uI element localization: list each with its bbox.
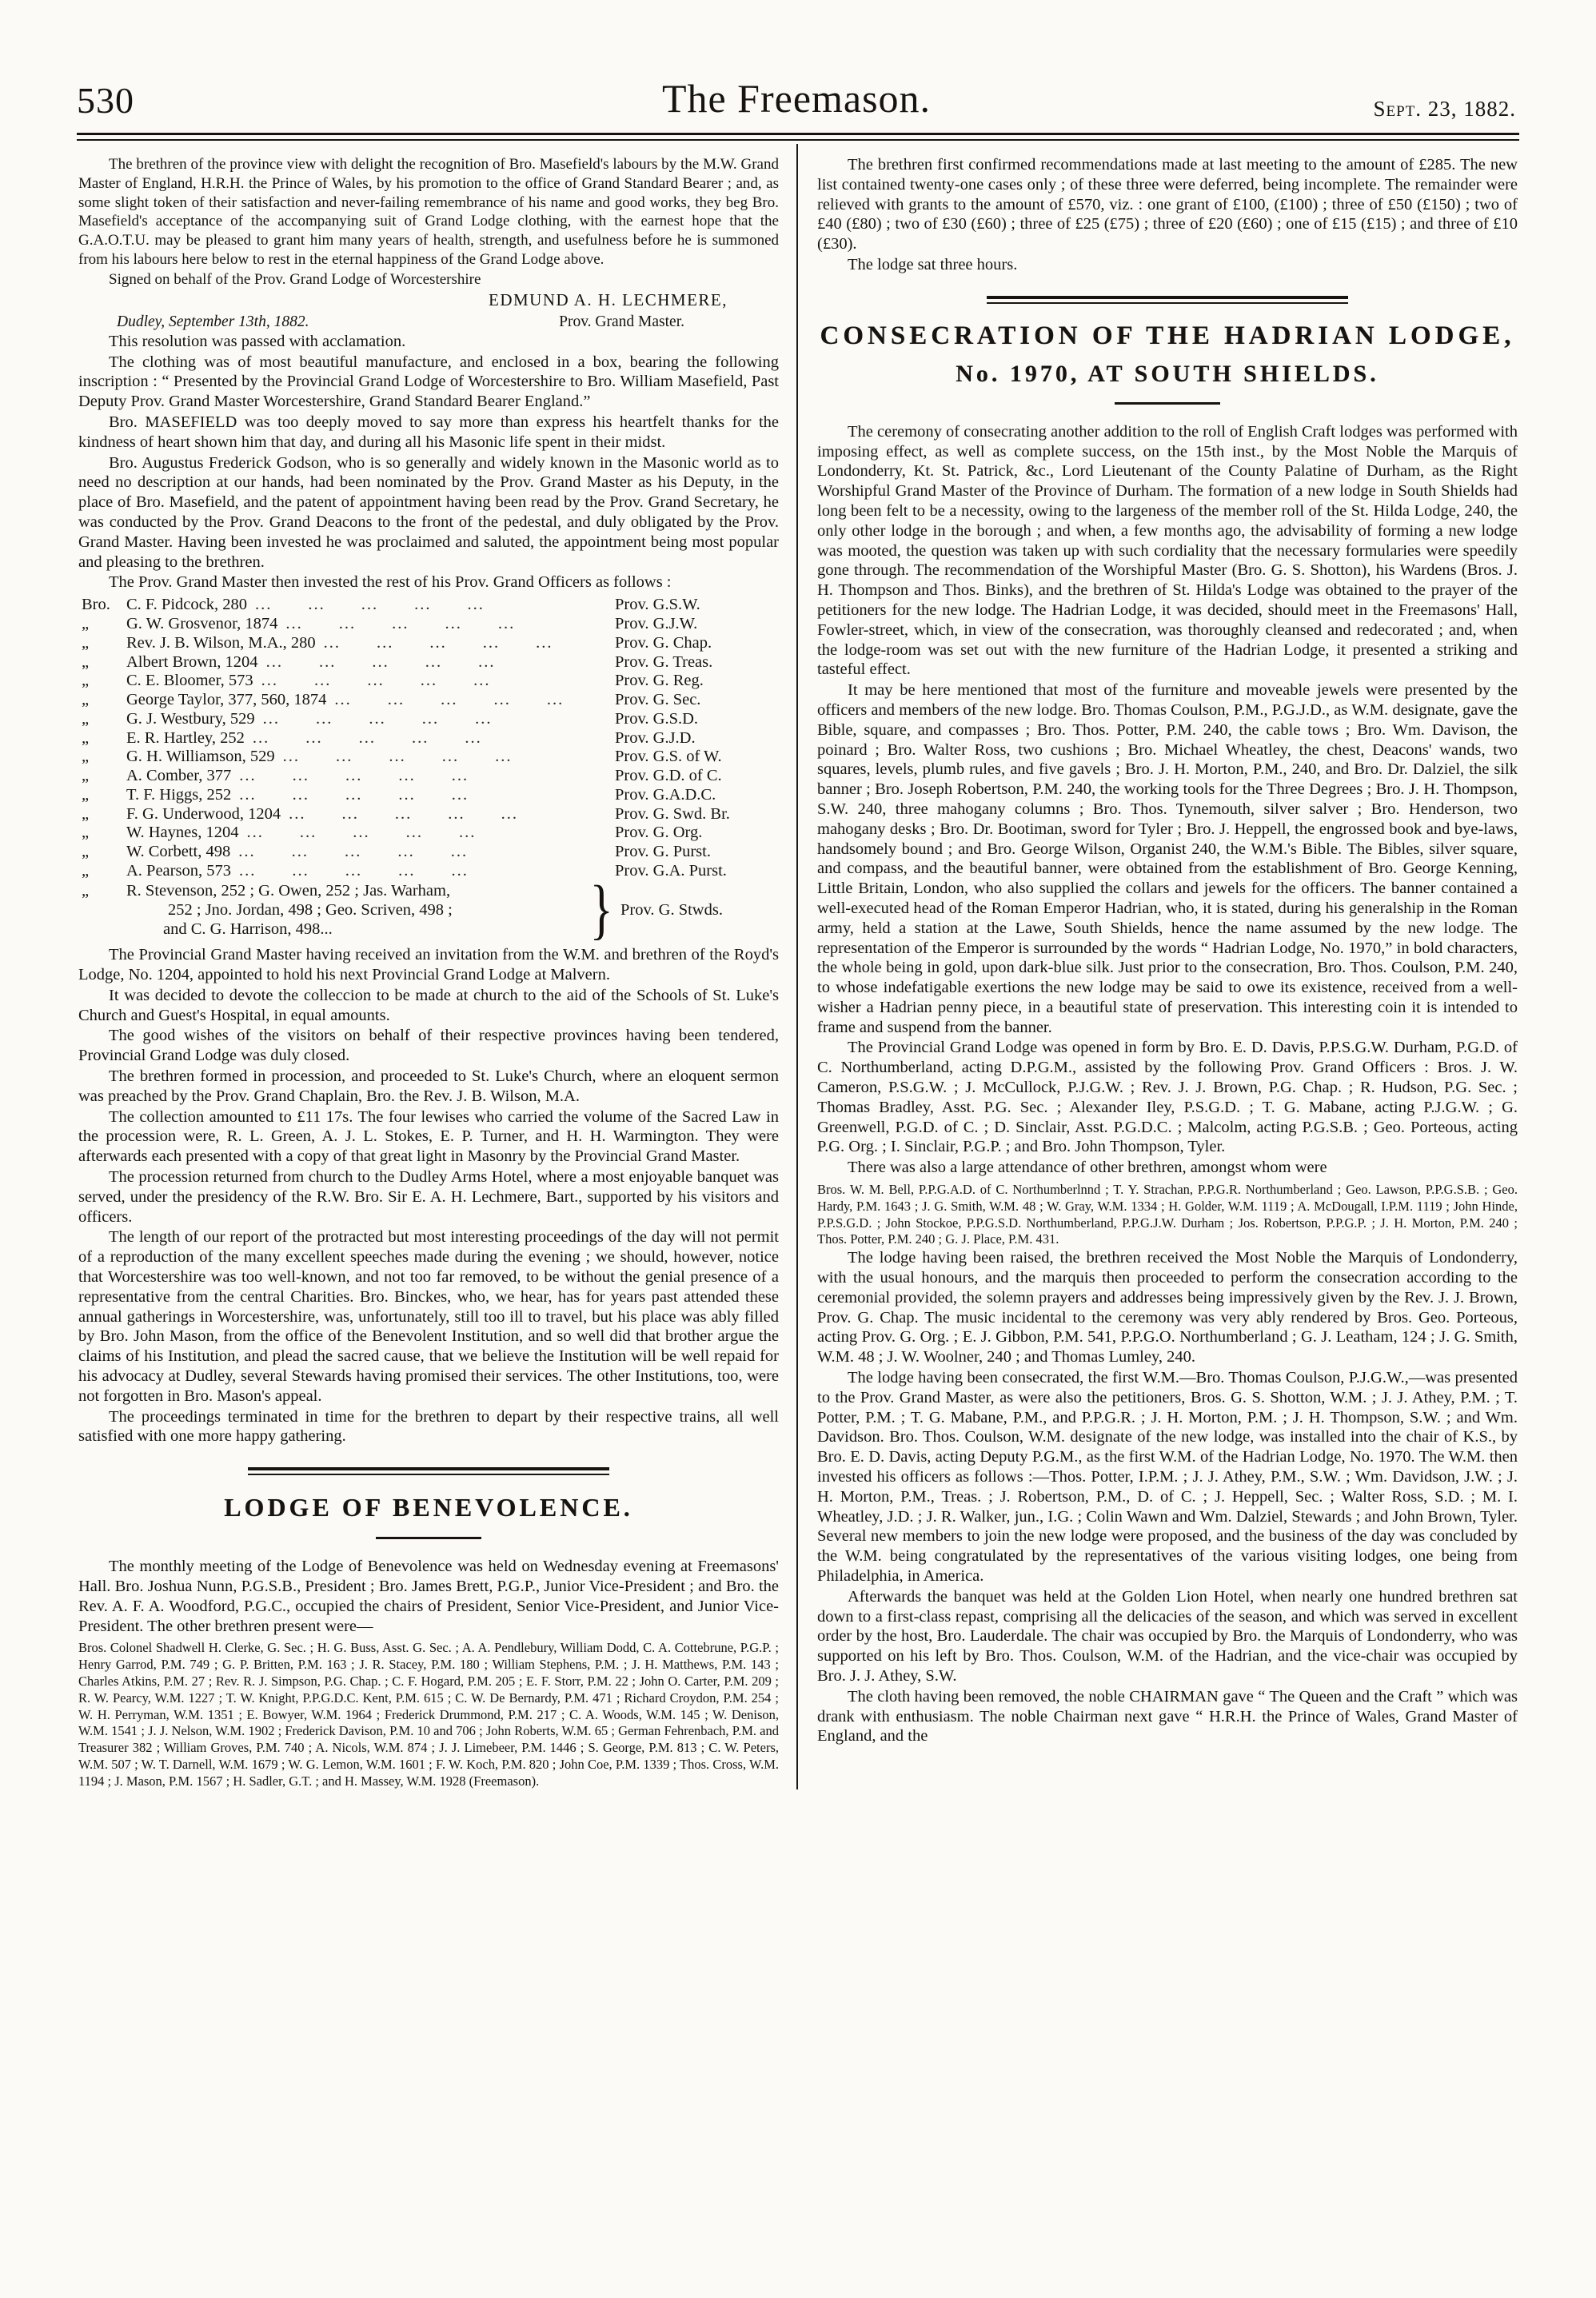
officer-name: T. F. Higgs, 252	[126, 785, 232, 804]
officer-name: E. R. Hartley, 252	[126, 728, 245, 747]
officer-row	[78, 748, 779, 767]
masthead-title: The Freemason.	[661, 76, 932, 121]
officer-name: Rev. J. B. Wilson, M.A., 280	[126, 633, 316, 652]
dot-leaders: ... ... ... ... ...	[252, 728, 482, 747]
paragraph-collection-aid: It was decided to devote the colleccion to be made at church to the aid of the Schools of St. Luke's Church and Guest's Hospital, in equal amounts.	[78, 986, 779, 1024]
officer-row	[78, 805, 779, 824]
dot-leaders: ... ... ... ... ...	[285, 615, 516, 633]
dot-leaders: ... ... ... ... ...	[239, 785, 469, 804]
header-double-rule	[77, 133, 1519, 141]
paragraph-masefield: Bro. MASEFIELD was too deeply moved to say more than express his heartfelt thanks for the kindness of heart shown him that day, and during all his Masonic life spent in their midst.	[78, 413, 779, 451]
officer-row	[78, 710, 779, 729]
right-column	[798, 144, 1519, 1789]
dateline: Dudley, September 13th, 1882.	[117, 313, 309, 330]
paragraph-cloth-removed: The cloth having been removed, the noble CHAIRMAN gave “ The Queen and the Craft ” which was drank with enthusiasm. The noble Chairman next gave “ H.R.H. the Prince of Wales, Grand Master of England, and the	[817, 1687, 1518, 1745]
paragraph-benevolence-intro: The monthly meeting of the Lodge of Benevolence was held on Wednesday evening at Freemasons' Hall. Bro. Joshua Nunn, P.G.S.B., President ; Bro. James Brett, P.G.P., Junior Vice-President ; and Bro. the Rev. A. F. A. Woodford, P.G.C., occupied the chairs of President, Senior Vice-President, and Junior Vice-President. The other brethren present were—	[78, 1558, 779, 1635]
left-column	[77, 144, 796, 1789]
dot-leaders: ... ... ... ... ...	[282, 748, 513, 766]
stewards-names	[126, 881, 585, 940]
signature-title: Prov. Grand Master.	[559, 313, 684, 330]
paragraph-invested: The Prov. Grand Master then invested the rest of his Prov. Grand Officers as follows :	[109, 573, 672, 592]
officer-name: Albert Brown, 1204	[126, 652, 258, 671]
officer-title: Prov. G.J.D.	[615, 728, 696, 747]
officer-title: Prov. G. Treas.	[615, 652, 713, 671]
benevolence-heading: LODGE OF BENEVOLENCE.	[224, 1493, 633, 1522]
paragraph-returned: The procession returned from church to the Dudley Arms Hotel, where a most enjoyable banquet was served, under the presidency of the R.W. Bro. Sir E. A. H. Lechmere, Bart., supported by his visitors and officers.	[78, 1168, 779, 1226]
officer-row	[78, 729, 779, 748]
paragraph-lodge-sat: The lodge sat three hours.	[848, 255, 1018, 273]
officer-row	[78, 767, 779, 786]
paragraph-clothing: The clothing was of most beautiful manufacture, and enclosed in a box, bearing the following inscription : “ Presented by the Provincial Grand Lodge of Worcestershire to Bro. William Masefield, Past Deputy Prov. Grand Master Worcestershire, Grand Standard Bearer England.”	[78, 353, 779, 411]
paragraph-acclamation: This resolution was passed with acclamation.	[109, 332, 406, 350]
issue-date: Sept. 23, 1882.	[1373, 97, 1516, 121]
officer-title: Prov. G. Reg.	[615, 672, 704, 690]
paragraph-invitation: The Provincial Grand Master having received an invitation from the W.M. and brethren of the Royd's Lodge, No. 1204, appointed to hold his next Provincial Grand Lodge at Malvern.	[78, 946, 779, 984]
stewards-line: and C. G. Harrison, 498...	[163, 920, 333, 939]
officer-name: A. Comber, 377	[126, 767, 232, 785]
officer-title: Prov. G. Org.	[615, 824, 703, 842]
officer-prefix: „	[82, 785, 90, 804]
stewards-line: R. Stevenson, 252 ; G. Owen, 252 ; Jas. Warham,	[126, 881, 451, 900]
paragraph-attendance-intro: There was also a large attendance of other brethren, amongst whom were	[848, 1159, 1327, 1177]
officer-prefix: „	[82, 691, 90, 709]
paragraph-report: The length of our report of the protracted but most interesting proceedings of the day will not permit of a reproduction of the many excellent speeches made during the evening ; we should, however, notice that Worcestershire was too well-known, and not too far removed, to be without the genial presence of a representative from the central Charities. Bro. Binckes, who, we hear, has for years past attended these annual gatherings in Worcestershire, was, unfortunately, still too ill to travel, but his place was ably filled by Bro. John Mason, from the office of the Benevolent Institution, and so well did that brother argue the claims of his Institution, and plead the sacred cause, that we believe the Institution will be well repaid for his advocacy at Dudley, several Stewards having promised their services. The other Institutions, too, were not forgotten in Bro. Mason's appeal.	[78, 1228, 779, 1405]
officer-title: Prov. G.A.D.C.	[615, 785, 716, 804]
page-number: 530	[77, 80, 134, 121]
paragraph-furniture: It may be here mentioned that most of the furniture and moveable jewels were presented by the officers and members of the new lodge. Bro. Thomas Coulson, P.M., P.G.J.D., as W.M. designate, gave the Bible, square, and compasses ; Bro. Thos. Potter, P.M. 240, the cable tows ; Bro. Wm. Davison, the poinard ; Bro. Walter Ross, two cushions ; Bro. Michael Wheatley, the chest, Deacons' wands, two squares, levels, plumb rules, and five gavels ; Bro. J. H. Morton, P.M., 240, and Bro. Dr. Dalziel, the silk banner ; Bro. Joseph Robertson, P.M. 240, the working tools for the Three Degrees ; Bro. J. H. Thompson, S.W. 240, three mahogany columns ; Bro. Thos. Tynemouth, silver salver ; Bro. Henderson, two mahogany desks ; Bro. Dr. Bootiman, sword for Tyler ; Bro. J. Heppell, the engrossed book and bye-laws, handsomely bound ; and Bro. George Wilson, Organist 240, the W.M.'s Bible. The Bibles, silver square, and compass, and the beautiful banner, were obtained from the establishment of Bro. George Kenning, Little Britain, London, who also supplied the collars and jewels for the officers. The banner contained a well-executed head of the Roman Emperor Hadrian, who, it is stated, during his generalship in the Roman army, held a station at the Lawe, South Shields, hence the name assumed by the new lodge. The representation of the Emperor is surrounded by the words “ Hadrian Lodge, No. 1970,” in bold characters, the whole being in gold, upon dark-blue silk. Just prior to the consecration, Bro. Thos. Coulson, P.M. 240, to whose indefatigable exertions the new lodge may be said to owe its existence, received from a well-wisher a Hadrian penny piece, in a beautiful state of preservation. This interesting coin it is intended to frame and suspend from the banner.	[817, 681, 1518, 1036]
officer-prefix: „	[82, 843, 90, 861]
dot-leaders: ... ... ... ... ...	[262, 709, 493, 728]
officer-prefix: „	[82, 861, 90, 880]
resolution-block	[78, 155, 779, 332]
dot-leaders: ... ... ... ... ...	[289, 804, 518, 823]
officer-name: A. Pearson, 573	[126, 861, 231, 880]
dot-leaders: ... ... ... ... ...	[239, 767, 469, 785]
officer-title: Prov. G.S.D.	[615, 709, 699, 728]
officer-prefix: „	[82, 709, 90, 728]
officer-title: Prov. G. Stwds.	[620, 900, 723, 919]
officer-title: Prov. G.S.W.	[615, 596, 700, 614]
officer-row	[78, 653, 779, 672]
officer-name: C. E. Bloomer, 573	[126, 672, 253, 690]
dot-leaders: ... ... ... ... ...	[265, 652, 496, 671]
page-header	[77, 48, 1519, 122]
officer-prefix: „	[82, 615, 90, 633]
officer-title: Prov. G. Purst.	[615, 843, 711, 861]
paragraph-good-wishes: The good wishes of the visitors on behalf of their respective provinces having been tendered, Provincial Grand Lodge was duly closed.	[78, 1027, 779, 1065]
officer-row	[78, 786, 779, 805]
dot-leaders: ... ... ... ... ...	[246, 824, 477, 842]
officer-title: Prov. G. Swd. Br.	[615, 804, 730, 823]
paragraph-confirmed-grants: The brethren first confirmed recommendations made at last meeting to the amount of £285. The new list contained twenty-one cases only ; of these three were deferred, being incomplete. The remainder were relieved with grants to the amount of £570, viz. : one grant of £100, (£100) ; three of £50 (£150) ; two of £40 (£80) ; two of £30 (£60) ; three of £25 (£75) ; three of £20 (£60) ; one of £15 (£15) ; and three of £10 (£30).	[817, 156, 1518, 253]
article-divider	[987, 296, 1348, 304]
signed-line: Signed on behalf of the Prov. Grand Lodge of Worcestershire	[109, 270, 481, 288]
officer-row	[78, 615, 779, 634]
officer-prefix: „	[82, 652, 90, 671]
officer-prefix: „	[82, 728, 90, 747]
officer-name: W. Haynes, 1204	[126, 824, 239, 842]
dot-leaders: ... ... ... ... ...	[238, 861, 469, 880]
benevolence-attendee-list: Bros. Colonel Shadwell H. Clerke, G. Sec. ; H. G. Buss, Asst. G. Sec. ; A. A. Pendlebury, William Dodd, C. A. Cottebrune, P.G.P. ; Henry Garrod, P.M. 749 ; G. P. Britten, P.M. 163 ; J. R. Stacey, P.M. 180 ; William Stephens, P.M. ; J. H. Matthews, P.M. 143 ; Charles Atkins, P.M. 27 ; Rev. R. J. Simpson, P.G. Chap. ; C. F. Hogard, P.M. 205 ; E. F. Storr, P.M. 22 ; John O. Carter, P.M. 209 ; R. W. Pearcy, W.M. 1227 ; T. W. Knight, P.P.G.D.C. Kent, P.M. 615 ; C. W. De Bernardy, P.M. 471 ; Richard Croydon, P.M. 254 ; W. H. Perryman, W.M. 1351 ; E. Bowyer, W.M. 1964 ; Frederick Drummond, P.M. 217 ; C. A. Woods, W.M. 145 ; W. Denison, W.M. 1541 ; J. J. Nelson, W.M. 1902 ; Frederick Davison, P.M. 10 and 706 ; John Roberts, W.M. 65 ; German Fehrenbach, P.M. and Treasurer 382 ; William Groves, P.M. 740 ; A. Nicols, W.M. 874 ; J. J. Limebeer, P.M. 1446 ; S. George, P.M. 813 ; C. W. Peters, W.M. 507 ; W. T. Darnell, W.M. 1679 ; W. G. Lemon, W.M. 1601 ; F. W. Koch, P.M. 820 ; John Coe, P.M. 1339 ; Thos. Cross, W.M. 1194 ; J. Mason, P.M. 1567 ; H. Sadler, G.T. ; and H. Massey, W.M. 1928 (Freemason).	[78, 1640, 779, 1789]
officer-prefix: „	[82, 633, 90, 652]
paragraph-provincial-grand-lodge: The Provincial Grand Lodge was opened in form by Bro. E. D. Davis, P.P.S.G.W. Durham, P.G.D. of C. Northumberland, acting D.P.G.M., assisted by the following Prov. Grand Officers : Bros. J. W. Cameron, P.S.G.W. ; J. McCullock, P.J.G.W. ; Rev. J. J. Brown, P.G. Chap. ; R. Hudson, P.G. Sec. ; Thomas Bradley, Asst. P.G. Sec. ; Alexander Iley, P.S.G.D. ; T. G. Mabane, acting P.J.G.W. ; G. Greenwell, P.G.D. of C. ; D. Sinclair, Asst. P.G.D.C. ; Malcolm, acting P.G.S.B. ; Geo. Porteous, acting P.G. Org. ; I. Sinclair, P.G.P. ; and Bro. John Thompson, Tyler.	[817, 1039, 1518, 1156]
brace-glyph: }	[589, 872, 613, 948]
officer-name: G. J. Westbury, 529	[126, 709, 255, 728]
consecration-attendee-list: Bros. W. M. Bell, P.P.G.A.D. of C. Northumberlnnd ; T. Y. Strachan, P.P.G.R. Northumberland ; Geo. Lawson, P.P.G.S.B. ; Geo. Hardy, P.M. 1643 ; J. G. Smith, W.M. 48 ; W. Gray, W.M. 1334 ; H. Golder, W.M. 1119 ; A. McDougall, I.P.M. 1119 ; John Hinde, P.P.S.G.D. ; John Stockoe, P.P.G.S.D. Northumberland, P.P.G.J.W. Durham ; Jos. Robertson, P.P.G.P. ; J. H. Morton, P.M. 240 ; Thos. Potter, P.M. 240 ; G. J. Place, P.M. 431.	[817, 1182, 1518, 1247]
officer-prefix: „	[82, 804, 90, 823]
officer-row	[78, 634, 779, 653]
officer-row	[78, 691, 779, 710]
officer-title: Prov. G.S. of W.	[615, 748, 722, 766]
paragraph-banquet: Afterwards the banquet was held at the Golden Lion Hotel, when nearly one hundred brethren sat down to a first-class repast, comprising all the delicacies of the season, and which was served in excellent order by the host, Bro. Lauderdale. The chair was occupied by Bro. the Marquis of Londonderry, who was supported on his left by Bro. Thos. Coulson, W.M. of the Hadrian, and the vice-chair was occupied by Bro. J. J. Athey, S.W.	[817, 1587, 1518, 1685]
two-column-layout	[77, 144, 1519, 1789]
officer-prefix: „	[82, 672, 90, 690]
paragraph-collection-amount: The collection amounted to £11 17s. The four lewises who carried the volume of the Sacred Law in the procession were, R. L. Green, A. J. L. Stokes, E. P. Turner, and H. H. Warmington. They were afterwards each presented with a copy of that great light in Masonry by the Provincial Grand Master.	[78, 1107, 779, 1166]
officer-prefix: Bro.	[82, 596, 110, 614]
dot-leaders: ... ... ... ... ...	[323, 633, 553, 652]
officer-name: C. F. Pidcock, 280	[126, 596, 247, 614]
heading-rule	[1115, 402, 1220, 405]
officer-row	[78, 843, 779, 862]
officer-name: George Taylor, 377, 560, 1874	[126, 691, 327, 709]
heading-rule	[376, 1537, 481, 1539]
paragraph-lodge-raised: The lodge having been raised, the brethren received the Most Noble the Marquis of Londonderry, with the usual honours, and the marquis then proceeded to perform the consecration according to the ceremonial provided, the solemn prayers and addresses being impressively given by the Rev. J. J. Brown, Prov. G. Chap. The music incidental to the ceremony was very ably rendered by Bros. Geo. Porteous, acting Prov. G. Org. ; E. J. Gibbon, P.M. 541, P.P.G.O. Northumberland ; G. J. Leatham, 124 ; J. G. Smith, W.M. 48 ; J. W. Woolner, 240 ; and Thomas Lumley, 240.	[817, 1249, 1518, 1366]
officer-title: Prov. G.A. Purst.	[615, 861, 727, 880]
dot-leaders: ... ... ... ... ...	[254, 596, 485, 614]
officer-title: Prov. G.J.W.	[615, 615, 698, 633]
signature-name: EDMUND A. H. LECHMERE,	[489, 290, 728, 310]
officer-prefix: „	[82, 767, 90, 785]
provincial-officers-list	[78, 596, 779, 948]
officer-name: W. Corbett, 498	[126, 843, 231, 861]
dot-leaders: ... ... ... ... ...	[261, 672, 491, 690]
paragraph-terminated: The proceedings terminated in time for the brethren to depart by their respective trains, all well satisfied with one more happy gathering.	[78, 1407, 779, 1446]
officer-row	[78, 862, 779, 881]
paragraph-resolution: The brethren of the province view with delight the recognition of Bro. Masefield's labours by the M.W. Grand Master of England, H.R.H. the Prince of Wales, by his promotion to the office of Grand Standard Bearer ; and, as some slight token of their satisfaction and never-failing remembrance of his name and good works, they beg Bro. Masefield's acceptance of the accompanying suit of Grand Lodge clothing, with the earnest hope that the G.A.O.T.U. may be pleased to grant him many years of health, strength, and usefulness before he is summoned from his labours here below to rest in the eternal happiness of the Grand Lodge above.	[78, 156, 779, 268]
officer-prefix: „	[82, 881, 90, 900]
paragraph-ceremony: The ceremony of consecrating another addition to the roll of English Craft lodges was performed with imposing effect, as well as complete success, on the 15th inst., by the Most Noble the Marquis of Londonderry, Kt. St. Patrick, &c., Lord Lieutenant of the County Palatine of Durham, as the Right Worshipful Grand Master of the Province of Durham. The formation of a new lodge in South Shields had long been felt to be a necessity, owing to the largeness of the member roll of the St. Hilda Lodge, 240, the only other lodge in the borough ; and when, a few months ago, the advisability of forming a new lodge was mooted, the question was taken up with such cordiality that the necessary formularies were speedily gone through. The recommendation of the Worshipful Master (Bro. G. S. Shotton), his Wardens (Bros. J. H. Thompson and Thos. Binks), and the brethren of St. Hilda's Lodge was obtained to the prayer of the petitioners for the new lodge. The Hadrian Lodge, it was decided, should meet in the Freemasons' Hall, Fowler-street, which, in view of the consecration, was thoroughly cleansed and redecorated ; and, when the lodge-room was set out with the new furniture of the Hadrian Lodge, it presented a striking and tasteful effect.	[817, 422, 1518, 679]
officer-prefix: „	[82, 824, 90, 842]
officer-row	[78, 672, 779, 691]
article-divider	[248, 1467, 609, 1475]
signature-row	[78, 312, 779, 332]
officer-name: G. H. Williamson, 529	[126, 748, 275, 766]
officer-row	[78, 824, 779, 843]
officer-title: Prov. G.D. of C.	[615, 767, 722, 785]
officer-name: G. W. Grosvenor, 1874	[126, 615, 278, 633]
officer-title: Prov. G. Sec.	[615, 691, 701, 709]
paragraph-godson: Bro. Augustus Frederick Godson, who is so generally and widely known in the Masonic world as to need no description at our hands, had been nominated by the Prov. Grand Master as his Deputy, in the place of Bro. Masefield, and the patent of appointment having been read by the Prov. Grand Secretary, he was conducted by the Prov. Grand Deacons to the front of the pedestal, and duly obligated by the Prov. Grand Master. Having been invested he was proclaimed and saluted, the appointment being most popular and pleasing to the brethren.	[78, 453, 779, 571]
dot-leaders: ... ... ... ... ...	[334, 691, 565, 709]
consecration-heading-line2: No. 1970, AT SOUTH SHIELDS.	[956, 360, 1379, 387]
officer-row	[78, 596, 779, 615]
paragraph-lodge-consecrated: The lodge having been consecrated, the first W.M.—Bro. Thomas Coulson, P.J.G.W.,—was presented to the Prov. Grand Master, as were also the petitioners, Bros. G. S. Shotton, W.M. ; J. J. Athey, P.M. ; T. Potter, P.M. ; T. G. Mabane, P.M., and P.P.G.R. ; J. H. Morton, P.M. ; J. H. Thompson, S.W. ; and Wm. Davidson. Bro. Thos. Coulson, W.M. designate of the new lodge, was installed into the chair of K.S., by Bro. E. D. Davis, acting Deputy P.G.M., as the first W.M. of the Hadrian Lodge, No. 1970. The W.M. then invested his officers as follows :—Thos. Potter, I.P.M. ; J. J. Athey, P.M., S.W. ; Wm. Davidson, J.W. ; J. H. Morton, P.M., Treas. ; J. Robertson, P.M., D. of C. ; J. Heppell, Sec. ; Walter Ross, S.D. ; M. I. Wheatley, J.D. ; J. R. Walker, jun., I.G. ; Colin Wawn and Wm. Dalziel, Stewards ; and John Brown, Tyler. Several new members to join the new lodge were proposed, and the business of the day was concluded by the W.M. being congratulated by the representatives of the various visiting lodges, one being from Philadelphia, in America.	[817, 1368, 1518, 1585]
officer-title: Prov. G. Chap.	[615, 633, 712, 652]
consecration-heading-line1: CONSECRATION OF THE HADRIAN LODGE,	[820, 321, 1515, 350]
stewards-row	[78, 872, 779, 948]
paragraph-procession: The brethren formed in procession, and proceeded to St. Luke's Church, where an eloquent sermon was preached by the Prov. Grand Chaplain, Bro. the Rev. J. B. Wilson, M.A.	[78, 1067, 779, 1105]
officer-prefix: „	[82, 748, 90, 766]
stewards-line: 252 ; Jno. Jordan, 498 ; Geo. Scriven, 498 ;	[168, 900, 453, 919]
dot-leaders: ... ... ... ... ...	[238, 843, 469, 861]
officer-name: F. G. Underwood, 1204	[126, 804, 281, 823]
